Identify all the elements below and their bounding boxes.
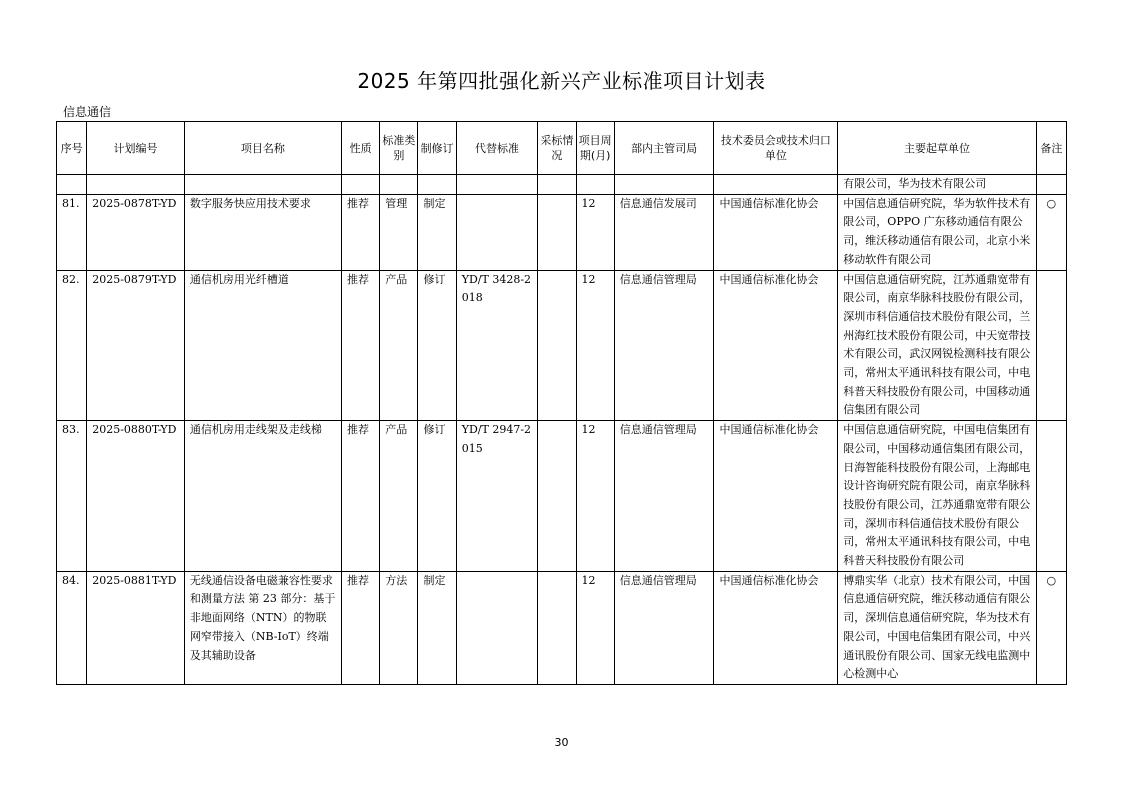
cell-dept: 信息通信发展司 [614, 194, 714, 270]
cell-category: 方法 [380, 571, 418, 684]
cell-category: 产品 [380, 270, 418, 421]
cell-empty [184, 175, 341, 195]
cell-seq: 81. [57, 194, 87, 270]
table-header-row [57, 122, 1067, 175]
page-title: 2025 年第四批强化新兴产业标准项目计划表 [357, 69, 766, 93]
cell-dept: 信息通信管理局 [614, 571, 714, 684]
cell-nature: 推荐 [341, 270, 379, 421]
cell-name: 无线通信设备电磁兼容性要求和测量方法 第 23 部分：基于非地面网络（NTN）的物联网窄带接入（NB-IoT）终端及其辅助设备 [184, 571, 341, 684]
cell-empty [1036, 175, 1066, 195]
cell-plan-no: 2025-0879T-YD [87, 270, 185, 421]
plan-table [56, 121, 1067, 685]
header-note: 备注 [1036, 122, 1066, 175]
cell-drafters: 中国信息通信研究院，中国电信集团有限公司，中国移动通信集团有限公司，日海智能科技股份有限公司，上海邮电设计咨询研究院有限公司，南京华脉科技股份有限公司，江苏通鼎宽带有限公司，深圳市科信通信技术股份有限公司，常州太平通讯科技有限公司，中电科普天科技股份有限公司 [838, 421, 1036, 572]
cell-revise: 修订 [418, 421, 456, 572]
cell-replace: YD/T 3428-2018 [456, 270, 538, 421]
header-adopt: 采标情况 [538, 122, 576, 175]
cell-period: 12 [576, 194, 614, 270]
cell-revise: 修订 [418, 270, 456, 421]
cell-replace [456, 194, 538, 270]
cell-category: 管理 [380, 194, 418, 270]
cell-period: 12 [576, 421, 614, 572]
header-seq: 序号 [57, 122, 87, 175]
header-dept: 部内主管司局 [614, 122, 714, 175]
cell-adopt [538, 270, 576, 421]
header-category: 标准类别 [380, 122, 418, 175]
cell-plan-no: 2025-0880T-YD [87, 421, 185, 572]
note-circle-icon: ○ [1036, 194, 1066, 270]
cell-replace: YD/T 2947-2015 [456, 421, 538, 572]
cell-dept: 信息通信管理局 [614, 270, 714, 421]
header-replace: 代替标准 [456, 122, 538, 175]
cell-committee: 中国通信标准化协会 [714, 270, 838, 421]
cell-drafters: 博鼎实华（北京）技术有限公司，中国信息通信研究院，维沃移动通信有限公司，深圳信息通信研究院，华为技术有限公司，中国电信集团有限公司，中兴通讯股份有限公司、国家无线电监测中心检测中心 [838, 571, 1036, 684]
cell-revise: 制定 [418, 571, 456, 684]
cell-empty [418, 175, 456, 195]
cell-empty [341, 175, 379, 195]
table-row [57, 194, 1067, 270]
cell-empty [380, 175, 418, 195]
table-row [57, 421, 1067, 572]
note-circle-icon: ○ [1036, 571, 1066, 684]
continuation-row [57, 175, 1067, 195]
table-row [57, 571, 1067, 684]
cell-drafters: 中国信息通信研究院，华为软件技术有限公司，OPPO 广东移动通信有限公司，维沃移动通信有限公司，北京小米移动软件有限公司 [838, 194, 1036, 270]
cell-category: 产品 [380, 421, 418, 572]
header-plan-no: 计划编号 [87, 122, 185, 175]
cell-empty [456, 175, 538, 195]
cell-empty [614, 175, 714, 195]
cell-name: 通信机房用走线架及走线梯 [184, 421, 341, 572]
cell-period: 12 [576, 571, 614, 684]
cell-nature: 推荐 [341, 571, 379, 684]
cell-committee: 中国通信标准化协会 [714, 571, 838, 684]
page-number: 30 [554, 736, 569, 749]
cell-nature: 推荐 [341, 421, 379, 572]
cell-committee: 中国通信标准化协会 [714, 194, 838, 270]
cell-name: 数字服务快应用技术要求 [184, 194, 341, 270]
cell-adopt [538, 571, 576, 684]
cell-plan-no: 2025-0881T-YD [87, 571, 185, 684]
cell-empty [576, 175, 614, 195]
cell-revise: 制定 [418, 194, 456, 270]
cell-note [1036, 421, 1066, 572]
cell-replace [456, 571, 538, 684]
cell-adopt [538, 194, 576, 270]
header-committee: 技术委员会或技术归口单位 [714, 122, 838, 175]
cell-drafters: 有限公司，华为技术有限公司 [838, 175, 1036, 195]
header-name: 项目名称 [184, 122, 341, 175]
header-drafters: 主要起草单位 [838, 122, 1036, 175]
cell-seq: 82. [57, 270, 87, 421]
cell-dept: 信息通信管理局 [614, 421, 714, 572]
header-revise: 制修订 [418, 122, 456, 175]
cell-empty [87, 175, 185, 195]
cell-empty [538, 175, 576, 195]
cell-nature: 推荐 [341, 194, 379, 270]
cell-note [1036, 270, 1066, 421]
header-nature: 性质 [341, 122, 379, 175]
cell-adopt [538, 421, 576, 572]
cell-seq: 83. [57, 421, 87, 572]
cell-drafters: 中国信息通信研究院，江苏通鼎宽带有限公司，南京华脉科技股份有限公司，深圳市科信通信技术股份有限公司，兰州海红技术股份有限公司，中天宽带技术有限公司，武汉网锐检测科技有限公司，常州太平通讯科技有限公司，中电科普天科技股份有限公司，中国移动通信集团有限公司 [838, 270, 1036, 421]
table-row [57, 270, 1067, 421]
cell-period: 12 [576, 270, 614, 421]
section-label: 信息通信 [63, 105, 112, 119]
cell-committee: 中国通信标准化协会 [714, 421, 838, 572]
cell-name: 通信机房用光纤槽道 [184, 270, 341, 421]
header-period: 项目周期(月) [576, 122, 614, 175]
cell-empty [57, 175, 87, 195]
cell-empty [714, 175, 838, 195]
cell-plan-no: 2025-0878T-YD [87, 194, 185, 270]
cell-seq: 84. [57, 571, 87, 684]
